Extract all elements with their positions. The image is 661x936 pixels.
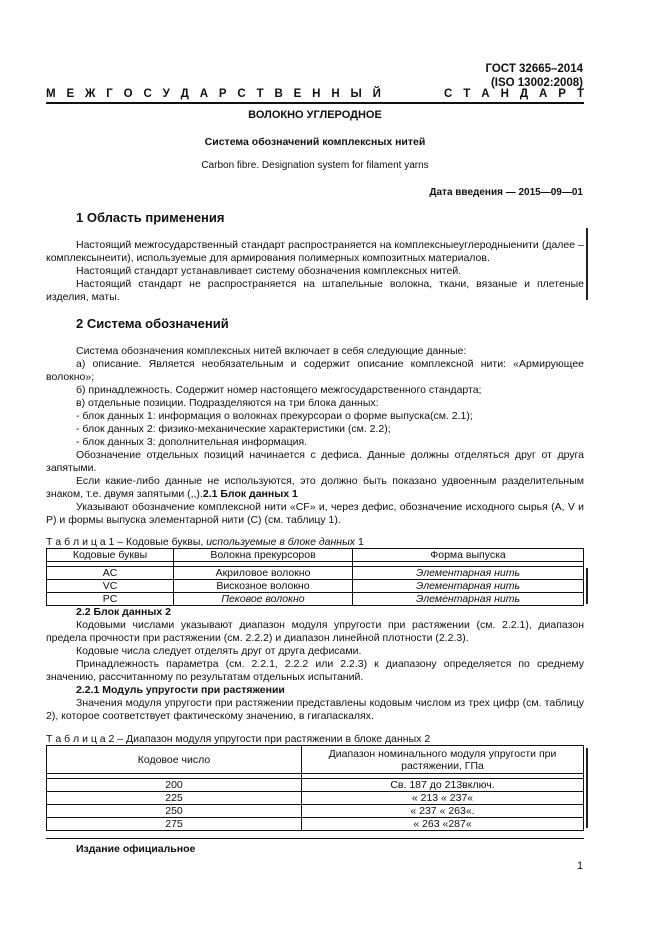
paragraph: б) принадлежность. Содержит номер настоящего межгосударственного стандарта;	[76, 384, 482, 396]
table-cell: Акриловое волокно	[174, 567, 353, 580]
table-header-row	[47, 549, 584, 562]
iso-number: (ISO 13002:2008)	[490, 77, 583, 89]
table-cell: 275	[47, 818, 302, 831]
table-header-row	[47, 746, 584, 774]
standard-number-block	[485, 62, 583, 90]
footer-rule	[46, 838, 584, 839]
banner-rule	[46, 102, 584, 104]
section-2-2-body	[46, 606, 584, 723]
table-cell: 225	[47, 792, 302, 805]
paragraph: Система обозначения комплексных нитей включает в себя следующие данные:	[76, 345, 467, 357]
table-cell: 250	[47, 805, 302, 818]
table-cell: Элементарная нить	[353, 593, 584, 606]
table-cell: PC	[47, 593, 174, 606]
paragraph: - блок данных 1: информация о волокнах прекурсораи о форме выпуска(см. 2.1);	[76, 410, 473, 422]
document-subtitle: Система обозначений комплексных нитей	[204, 136, 426, 148]
table-2-caption: Т а б л и ц а 2 – Диапазон модуля упругости при растяжении в блоке данных 2	[46, 733, 431, 745]
paragraph: Указывают обозначение комплексной нити «CF» и, через дефис, обозначение исходного сырья (A, V и P) и формы выпуска элементарной нити (C) (см. таблицу 1).	[46, 501, 584, 526]
paragraph: Значения модуля упругости при растяжении представлены кодовым числом из трех цифр (см. таблицу 2), которое соответствует фактическому значению, в гигапаскалях.	[46, 697, 584, 722]
section-2-body	[46, 345, 584, 527]
table-row	[47, 818, 584, 831]
table-row	[47, 792, 584, 805]
section-1-heading: 1 Область применения	[76, 210, 225, 225]
interstate-standard-banner	[46, 88, 584, 100]
paragraph: Обозначение отдельных позиций начинается с дефиса. Данные должны отделяться друг от друга запятыми.	[46, 449, 584, 474]
table-row	[47, 805, 584, 818]
subsection-2-1-heading: 2.1 Блок данных 1	[202, 488, 298, 500]
gost-number: ГОСТ 32665–2014	[485, 63, 583, 75]
table-cell: AC	[47, 567, 174, 580]
section-2-heading: 2 Система обозначений	[76, 316, 229, 331]
table-1	[46, 548, 584, 606]
document-title: ВОЛОКНО УГЛЕРОДНОЕ	[248, 109, 382, 121]
banner-right: С Т А Н Д А Р Т	[444, 88, 584, 100]
english-title: Carbon fibre. Designation system for filament yarns	[201, 160, 429, 171]
paragraph: Настоящий межгосударственный стандарт распространяется на комплексныеуглеродныенити (далее –комплексынеити), используемые для армирования полимерных композитных материалов.	[46, 239, 584, 264]
table-header-cell: Диапазон номинального модуля упругости при растяжении, ГПа	[302, 746, 584, 774]
paragraph: Настоящий стандарт не распространяется на штапельные волокна, ткани, вязаные и плетеные изделия, маты.	[46, 278, 584, 303]
banner-left: М Е Ж Г О С У Д А Р С Т В Е Н Н Ы Й	[46, 88, 381, 100]
paragraph: Кодовыми числами указывают диапазон модуля упругости при растяжении (см. 2.2.1), диапазон предела прочности при растяжении (см. 2.2.2) и диапазон линейной плотности (2.2.3).	[46, 619, 584, 644]
introduction-date: Дата введения — 2015—09—01	[429, 187, 583, 198]
paragraph: в) отдельные позиции. Подразделяются на три блока данных:	[76, 397, 379, 409]
table-header-cell: Форма выпуска	[353, 549, 584, 562]
table-cell: Элементарная нить	[353, 567, 584, 580]
margin-bar	[586, 748, 588, 828]
table-cell: « 213 « 237«	[302, 792, 584, 805]
paragraph: - блок данных 3: дополнительная информация.	[76, 436, 308, 448]
table-header-cell: Волокна прекурсоров	[174, 549, 353, 562]
edition-label: Издание официальное	[76, 843, 196, 855]
table-row	[47, 779, 584, 792]
table-cell: « 263 «287«	[302, 818, 584, 831]
table-row	[47, 580, 584, 593]
table-1-caption: Т а б л и ц а 1 – Кодовые буквы, используемые в блоке данных 1	[46, 536, 364, 548]
paragraph: Если какие-либо данные не используются, это должно быть показано удвоенным разделительным знаком, т.е. двумя запятыми (,,).2.1 Блок данных 1	[46, 475, 584, 500]
table-cell: Элементарная нить	[353, 580, 584, 593]
table-header-cell: Кодовые буквы	[47, 549, 174, 562]
paragraph: - блок данных 2: физико-механические характеристики (см. 2.2);	[76, 423, 391, 435]
table-2	[46, 745, 584, 831]
table-cell: Пековое волокно	[174, 593, 353, 606]
paragraph: Настоящий стандарт устанавливает систему обозначения комплексных нитей.	[76, 265, 462, 277]
table-row	[47, 567, 584, 580]
table-cell: 200	[47, 779, 302, 792]
table-cell: VC	[47, 580, 174, 593]
table-cell: « 237 « 263«.	[302, 805, 584, 818]
margin-bar	[586, 228, 588, 300]
section-1-body	[46, 239, 584, 304]
paragraph: а) описание. Является необязательным и содержит описание комплексной нити: «Армирующее волокно»;	[46, 358, 584, 383]
table-header-cell: Кодовое число	[47, 746, 302, 774]
page-number: 1	[577, 860, 584, 872]
subsection-2-2-1-heading: 2.2.1 Модуль упругости при растяжении	[76, 684, 285, 696]
subsection-2-2-heading: 2.2 Блок данных 2	[76, 606, 171, 618]
table-cell: Вискозное волокно	[174, 580, 353, 593]
paragraph: Принадлежность параметра (см. 2.2.1, 2.2.2 или 2.2.3) к диапазону определяется по среднему значению, рассчитанному по результатам отдельных испытаний.	[46, 658, 584, 683]
table-row	[47, 593, 584, 606]
table-cell: Св. 187 до 213включ.	[302, 779, 584, 792]
margin-bar	[586, 568, 588, 604]
paragraph: Кодовые числа следует отделять друг от друга дефисами.	[76, 645, 362, 657]
